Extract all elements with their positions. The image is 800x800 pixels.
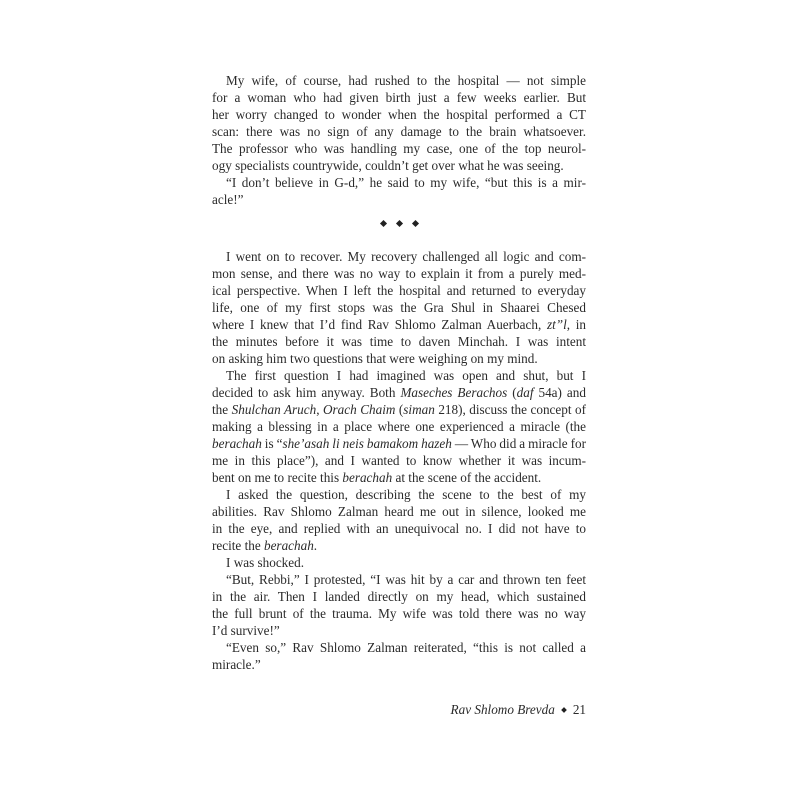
text-line bbox=[212, 174, 586, 191]
italic-text: Orach Chaim bbox=[323, 402, 396, 417]
text-line bbox=[212, 588, 586, 605]
text-line bbox=[212, 486, 586, 503]
text-line bbox=[212, 316, 586, 333]
text-run: is “ bbox=[261, 436, 283, 451]
text-line bbox=[212, 106, 586, 123]
italic-text: berachah bbox=[263, 538, 314, 553]
text-run: recite the bbox=[212, 538, 264, 553]
text-line-content bbox=[212, 503, 586, 520]
text-line-content bbox=[212, 588, 586, 605]
text-run: I went on to recover. My recovery challenged all logic and com- bbox=[226, 249, 586, 264]
italic-text: zt”l bbox=[546, 317, 567, 332]
text-line bbox=[212, 622, 586, 639]
text-line bbox=[212, 503, 586, 520]
page-footer bbox=[451, 702, 586, 718]
text-run: mon sense, and there was no way to explain it from a purely med- bbox=[212, 266, 586, 281]
text-line bbox=[212, 282, 586, 299]
text-line bbox=[212, 367, 586, 384]
text-line-content bbox=[226, 554, 304, 571]
text-run: on asking him two questions that were weighing on my mind. bbox=[212, 351, 538, 366]
text-run: 54a) and bbox=[533, 385, 586, 400]
italic-text: she’asah li neis bamakom hazeh bbox=[282, 436, 452, 451]
text-line-content bbox=[212, 418, 586, 435]
text-run: where I knew that I’d find Rav Shlomo Zalman Auerbach, bbox=[212, 317, 547, 332]
text-run: The first question I had imagined was open and shut, but I bbox=[226, 368, 586, 383]
text-line-content bbox=[212, 316, 586, 333]
text-line-content bbox=[212, 656, 261, 673]
text-line-content bbox=[212, 191, 243, 208]
text-run: “I don’t believe in G-d,” he said to my wife, “but this is a mir- bbox=[226, 175, 586, 190]
body-text bbox=[212, 72, 586, 673]
text-line bbox=[212, 656, 586, 673]
text-line bbox=[212, 469, 586, 486]
italic-text: berachah bbox=[342, 470, 393, 485]
text-line-content bbox=[212, 123, 586, 140]
text-run: me in this place”), and I wanted to know whether it was incum- bbox=[212, 453, 586, 468]
text-run: her worry changed to wonder when the hospital performed a CT bbox=[212, 107, 586, 122]
italic-text: daf bbox=[516, 385, 534, 400]
text-run: , in bbox=[566, 317, 586, 332]
diamond-ornament-icon bbox=[379, 219, 386, 226]
text-line bbox=[212, 571, 586, 588]
text-run: acle!” bbox=[212, 192, 244, 207]
text-run: ogy specialists countrywide, couldn’t get over what he was seeing. bbox=[212, 158, 564, 173]
text-run: The professor who was handling my case, one of the top neurol- bbox=[212, 141, 586, 156]
text-line-content bbox=[226, 72, 586, 89]
text-line bbox=[212, 248, 586, 265]
text-run: I’d survive!” bbox=[212, 623, 280, 638]
italic-text: Maseches Berachos bbox=[400, 385, 508, 400]
text-line-content bbox=[212, 106, 586, 123]
text-line-content bbox=[226, 174, 586, 191]
text-line bbox=[212, 639, 586, 656]
text-run: I asked the question, describing the scene to the best of my bbox=[226, 487, 586, 502]
paragraph bbox=[212, 554, 586, 571]
text-run: — Who did a miracle for bbox=[451, 436, 587, 451]
paragraph bbox=[212, 486, 586, 554]
text-line bbox=[212, 401, 586, 418]
text-run: making a blessing in a place where one experienced a miracle (the bbox=[212, 419, 586, 434]
text-run: scan: there was no sign of any damage to the brain whatsoever. bbox=[212, 124, 586, 139]
paragraph bbox=[212, 72, 586, 174]
text-run: I was shocked. bbox=[226, 555, 305, 570]
text-line bbox=[212, 123, 586, 140]
text-run: miracle.” bbox=[212, 657, 261, 672]
text-run: “But, Rebbi,” I protested, “I was hit by a car and thrown ten feet bbox=[226, 572, 586, 587]
text-run: bent on me to recite this bbox=[212, 470, 343, 485]
text-line bbox=[212, 520, 586, 537]
text-line bbox=[212, 384, 586, 401]
text-line bbox=[212, 299, 586, 316]
text-run: abilities. Rav Shlomo Zalman heard me out in silence, looked me bbox=[212, 504, 586, 519]
text-line-content bbox=[212, 622, 280, 639]
text-line-content bbox=[212, 435, 586, 452]
text-line bbox=[212, 605, 586, 622]
section-break bbox=[212, 203, 586, 243]
text-line bbox=[212, 72, 586, 89]
text-line bbox=[212, 554, 586, 571]
text-line-content bbox=[212, 350, 538, 367]
text-line-content bbox=[212, 333, 586, 350]
text-run: the minutes before it was time to daven Minchah. I was intent bbox=[212, 334, 586, 349]
text-run: , bbox=[316, 402, 324, 417]
italic-text: Shulchan Aruch bbox=[231, 402, 317, 417]
text-line-content bbox=[226, 367, 586, 384]
text-line-content bbox=[212, 401, 586, 418]
page-number: 21 bbox=[572, 702, 586, 717]
text-run: decided to ask him anyway. Both bbox=[212, 385, 401, 400]
text-run: . bbox=[313, 538, 318, 553]
text-line bbox=[212, 157, 586, 174]
text-run: at the scene of the accident. bbox=[392, 470, 542, 485]
text-line-content bbox=[226, 571, 586, 588]
running-head: Rav Shlomo Brevda bbox=[450, 702, 555, 717]
text-line bbox=[212, 350, 586, 367]
diamond-ornament-icon bbox=[395, 219, 402, 226]
text-line-content bbox=[212, 605, 586, 622]
text-line-content bbox=[212, 89, 586, 106]
text-line-content bbox=[212, 469, 541, 486]
diamond-ornament-icon bbox=[561, 707, 567, 713]
paragraph bbox=[212, 639, 586, 673]
text-line bbox=[212, 140, 586, 157]
text-line-content bbox=[212, 157, 564, 174]
text-line-content bbox=[212, 537, 317, 554]
text-line bbox=[212, 537, 586, 554]
text-run: for a woman who had given birth just a few weeks earlier. But bbox=[212, 90, 586, 105]
text-run: 218), discuss the concept of bbox=[434, 402, 586, 417]
text-line-content bbox=[212, 140, 586, 157]
text-line-content bbox=[226, 248, 586, 265]
italic-text: siman bbox=[403, 402, 435, 417]
text-line-content bbox=[212, 282, 586, 299]
paragraph bbox=[212, 571, 586, 639]
text-run: the full brunt of the trauma. My wife was told there was no way bbox=[212, 606, 586, 621]
diamond-ornament-icon bbox=[411, 219, 418, 226]
text-line bbox=[212, 89, 586, 106]
text-line bbox=[212, 452, 586, 469]
text-run: in the air. Then I landed directly on my head, which sustained bbox=[212, 589, 586, 604]
text-line-content bbox=[212, 265, 586, 282]
text-line bbox=[212, 265, 586, 282]
text-run: ical perspective. When I left the hospital and returned to everyday bbox=[212, 283, 586, 298]
paragraph bbox=[212, 248, 586, 367]
paragraph bbox=[212, 367, 586, 486]
text-line-content bbox=[212, 520, 586, 537]
text-line bbox=[212, 333, 586, 350]
text-run: “Even so,” Rav Shlomo Zalman reiterated, “this is not called a bbox=[226, 640, 586, 655]
text-line-content bbox=[212, 452, 586, 469]
text-run: the bbox=[212, 402, 232, 417]
text-line-content bbox=[212, 384, 586, 401]
text-run: ( bbox=[507, 385, 517, 400]
text-run: My wife, of course, had rushed to the hospital — not simple bbox=[226, 73, 586, 88]
text-line-content bbox=[226, 486, 586, 503]
text-line-content bbox=[226, 639, 586, 656]
text-run: in the eye, and replied with an unequivocal no. I did not have to bbox=[212, 521, 586, 536]
text-run: life, one of my first stops was the Gra Shul in Shaarei Chesed bbox=[212, 300, 586, 315]
text-line-content bbox=[212, 299, 586, 316]
text-run: ( bbox=[395, 402, 404, 417]
italic-text: berachah bbox=[212, 436, 262, 451]
text-line bbox=[212, 435, 586, 452]
text-line bbox=[212, 418, 586, 435]
